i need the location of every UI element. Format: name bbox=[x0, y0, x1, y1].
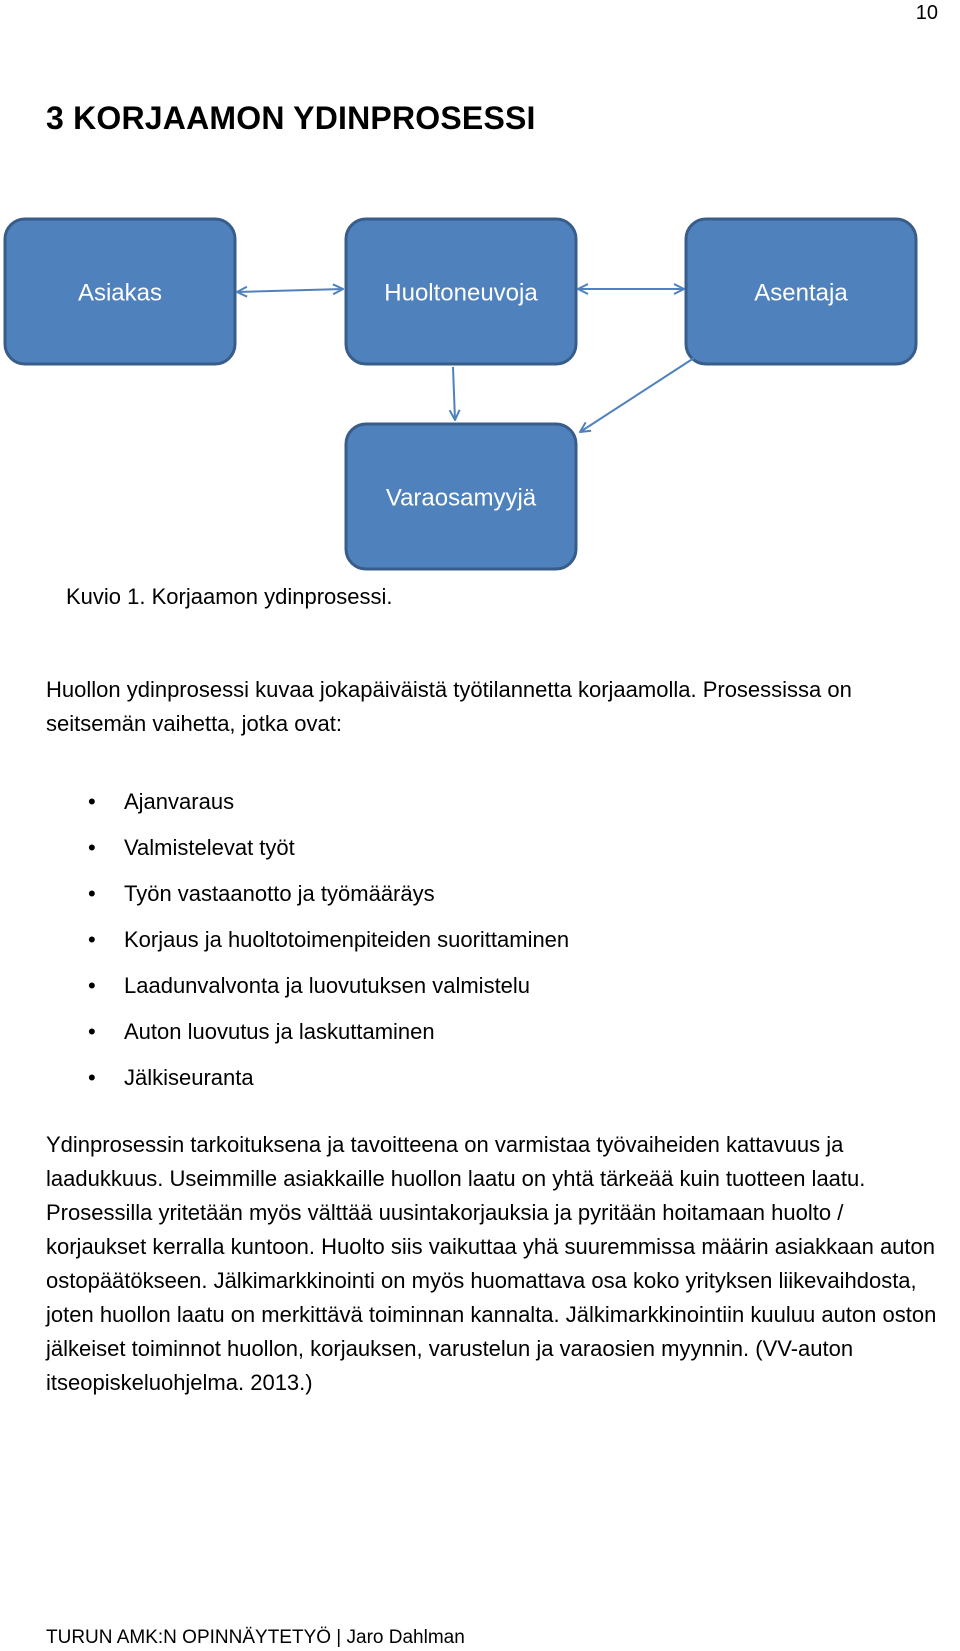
node-asentaja bbox=[686, 219, 916, 364]
node-asentaja-label: Asentaja bbox=[754, 279, 848, 307]
figure-caption: Kuvio 1. Korjaamon ydinprosessi. bbox=[66, 584, 393, 609]
node-asiakas-label: Asiakas bbox=[77, 279, 163, 307]
list-item bbox=[46, 879, 569, 925]
bullet-icon: • bbox=[88, 1065, 96, 1090]
intro-paragraph: Huollon ydinprosessi kuvaa jokapäiväistä työtilannetta korjaamolla. Prosessissa on seitsemän vaihetta, jotka ovat: bbox=[46, 677, 852, 736]
process-steps-list bbox=[46, 787, 569, 1109]
arrow-huoltoneuvoja-varaosamyyja bbox=[453, 367, 455, 420]
list-item bbox=[46, 1063, 569, 1109]
list-item bbox=[46, 787, 569, 833]
list-item bbox=[46, 971, 569, 1017]
node-asiakas bbox=[5, 219, 235, 364]
list-item bbox=[46, 925, 569, 971]
page-number: 10 bbox=[915, 2, 938, 24]
node-varaosamyyja bbox=[346, 424, 576, 569]
bullet-icon: • bbox=[88, 835, 96, 860]
step-label: Auton luovutus ja laskuttaminen bbox=[124, 1019, 435, 1044]
step-label: Laadunvalvonta ja luovutuksen valmistelu bbox=[124, 973, 531, 998]
node-huoltoneuvoja bbox=[346, 219, 576, 364]
bullet-icon: • bbox=[88, 789, 96, 814]
arrow-asiakas-huoltoneuvoja bbox=[237, 289, 343, 292]
bullet-icon: • bbox=[88, 927, 96, 952]
step-label: Valmistelevat työt bbox=[124, 835, 295, 860]
process-diagram bbox=[0, 205, 960, 585]
page-title: 3 KORJAAMON YDINPROSESSI bbox=[46, 100, 536, 136]
step-label: Työn vastaanotto ja työmääräys bbox=[124, 881, 435, 906]
arrow-asentaja-varaosamyyja bbox=[580, 358, 694, 432]
bullet-icon: • bbox=[88, 881, 96, 906]
bullet-icon: • bbox=[88, 973, 96, 998]
body-paragraph: Ydinprosessin tarkoituksena ja tavoitteena on varmistaa työvaiheiden kattavuus ja laadukkuus. Useimmille asiakkaille huollon laatu on yhtä tärkeää kuin tuotteen laatu. Prosessilla yritetään myös välttää uusintakorjauksia ja pyritään hoitamaan huolto / korjaukset kerralla kuntoon. Huolto siis vaikuttaa yhä suuremmissa määrin asiakkaan auton ostopäätökseen. Jälkimarkkinointi on myös huomattava osa koko yrityksen liikevaihdosta, joten huollon laatu on merkittävä toiminnan kannalta. Jälkimarkkinointiin kuuluu auton oston jälkeiset toiminnot huollon, korjauksen, varustelun ja varaosien myynnin. (VV-auton itseopiskeluohjelma. 2013.) bbox=[46, 1132, 937, 1395]
node-huoltoneuvoja-label: Huoltoneuvoja bbox=[384, 279, 538, 307]
page-footer: TURUN AMK:N OPINNÄYTETYÖ | Jaro Dahlman bbox=[46, 1627, 465, 1648]
list-item bbox=[46, 833, 569, 879]
list-item bbox=[46, 1017, 569, 1063]
step-label: Korjaus ja huoltotoimenpiteiden suorittaminen bbox=[124, 927, 570, 952]
node-varaosamyyja-label: Varaosamyyjä bbox=[385, 484, 537, 512]
step-label: Jälkiseuranta bbox=[124, 1065, 254, 1090]
step-label: Ajanvaraus bbox=[124, 789, 235, 814]
bullet-icon: • bbox=[88, 1019, 96, 1044]
